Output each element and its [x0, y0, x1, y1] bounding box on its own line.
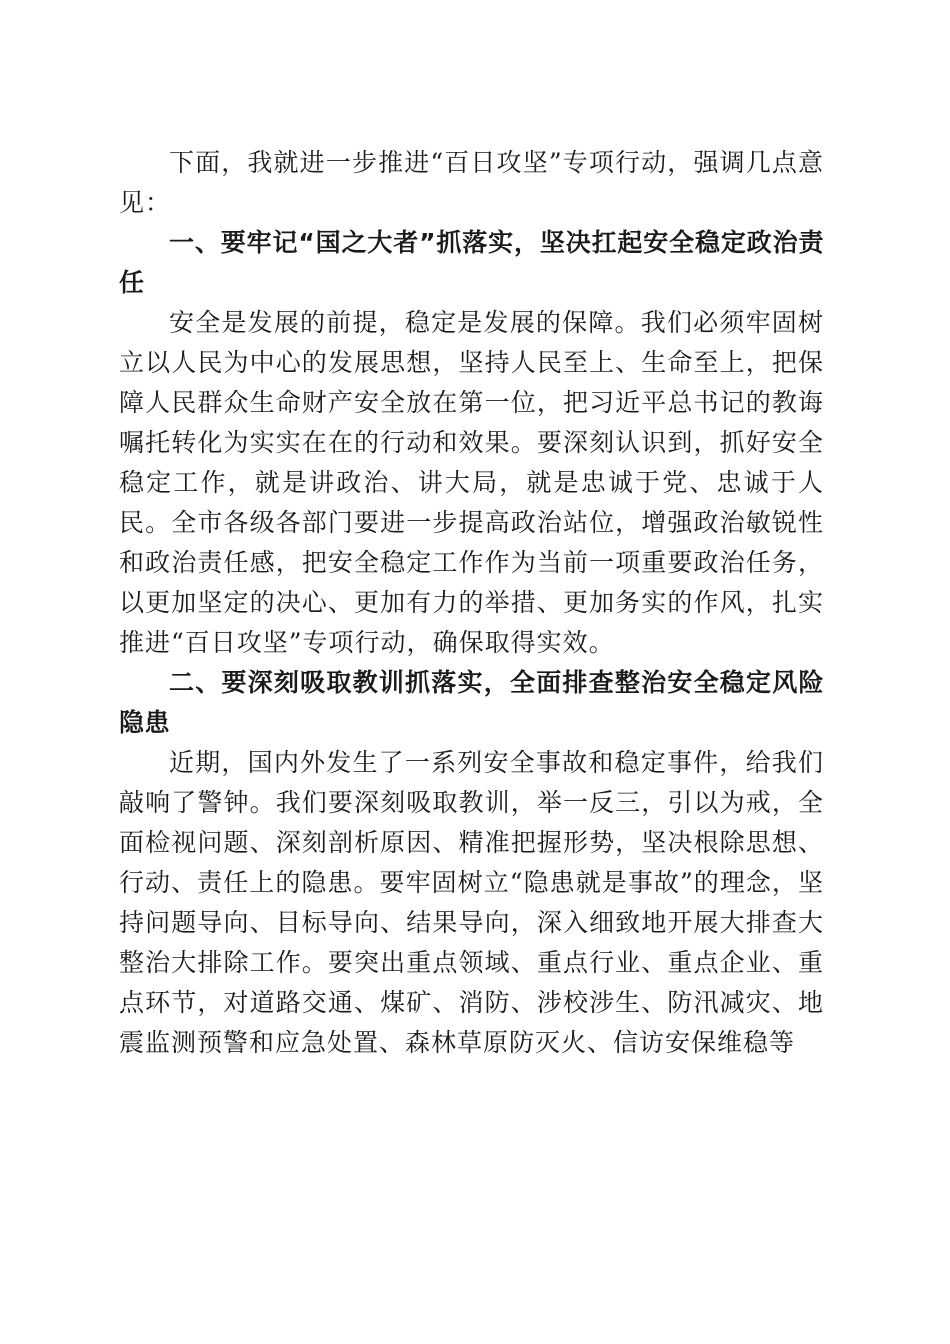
section-paragraph-2: 近期，国内外发生了一系列安全事故和稳定事件，给我们敲响了警钟。我们要深刻吸取教训，举一反三，引以为戒，全面检视问题、深刻剖析原因、精准把握形势，坚决根除思想、行动、责任上的隐患。要牢固树立“隐患就是事故”的理念，坚持问题导向、目标导向、结果导向，深入细致地开展大排查大整治大排除工作。要突出重点领域、重点行业、重点企业、重点环节，对道路交通、煤矿、消防、涉校涉生、防汛减灾、地震监测预警和应急处置、森林草原防灭火、信访安保维稳等	[119, 748, 824, 1057]
section-heading-2: 二、要深刻吸取教训抓落实，全面排查整治安全稳定风险隐患	[119, 668, 824, 737]
section-paragraph-1: 安全是发展的前提，稳定是发展的保障。我们必须牢固树立以人民为中心的发展思想，坚持人民至上、生命至上，把保障人民群众生命财产安全放在第一位，把习近平总书记的教诲嘱托转化为实实在在的行动和效果。要深刻认识到，抓好安全稳定工作，就是讲政治、讲大局，就是忠诚于党、忠诚于人民。全市各级各部门要进一步提高政治站位，增强政治敏锐性和政治责任感，把安全稳定工作作为当前一项重要政治任务，以更加坚定的决心、更加有力的举措、更加务实的作风，扎实推进“百日攻坚”专项行动，确保取得实效。	[119, 308, 824, 657]
document-body	[119, 143, 824, 1063]
intro-paragraph: 下面，我就进一步推进“百日攻坚”专项行动，强调几点意见：	[119, 148, 824, 217]
section-heading-1: 一、要牢记“国之大者”抓落实，坚决扛起安全稳定政治责任	[119, 228, 824, 297]
